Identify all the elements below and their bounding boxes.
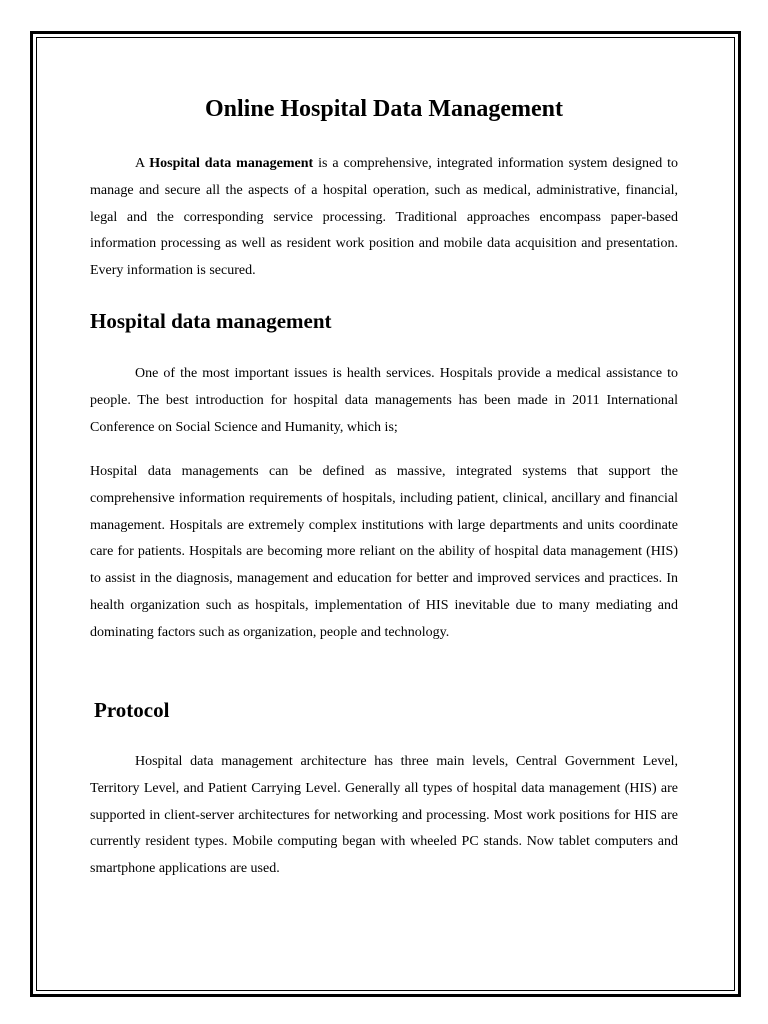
- section1-paragraph-2: Hospital data managements can be defined as massive, integrated systems that support the comprehensive information requirements of hospitals, including patient, clinical, ancillary and financial management. Hospitals are extremely complex institutions with large departments and units coordinate care for patients. Hospitals are becoming more reliant on the ability of hospital data management (HIS) to assist in the diagnosis, management and education for better and improved services and practices. In health organization such as hospitals, implementation of HIS inevitable due to many mediating and dominating factors such as organization, people and technology.: [90, 464, 678, 640]
- section-heading-hospital-data-management: Hospital data management: [90, 309, 332, 333]
- intro-lead: A: [135, 156, 150, 171]
- document-title: Online Hospital Data Management: [205, 96, 563, 122]
- section1-paragraph-1: One of the most important issues is health services. Hospitals provide a medical assistance to people. The best introduction for hospital data managements has been made in 2011 International Conference on Social Science and Humanity, which is;: [90, 366, 678, 435]
- intro-rest: is a comprehensive, integrated information system designed to manage and secure all the aspects of a hospital operation, such as medical, administrative, financial, legal and the corresponding service processing. Traditional approaches encompass paper-based information processing as well as resident work position and mobile data acquisition and presentation. Every information is secured.: [90, 156, 679, 279]
- intro-bold-term: Hospital data management: [149, 156, 314, 171]
- protocol-paragraph: Hospital data management architecture has three main levels, Central Government Level, Territory Level, and Patient Carrying Level. Generally all types of hospital data management (HIS) are supported in client-server architectures for networking and processing. Most work positions for HIS are currently resident types. Mobile computing began with wheeled PC stands. Now tablet computers and smartphone applications are used.: [90, 754, 678, 877]
- section-heading-protocol: Protocol: [94, 698, 170, 722]
- intro-paragraph: [90, 151, 678, 285]
